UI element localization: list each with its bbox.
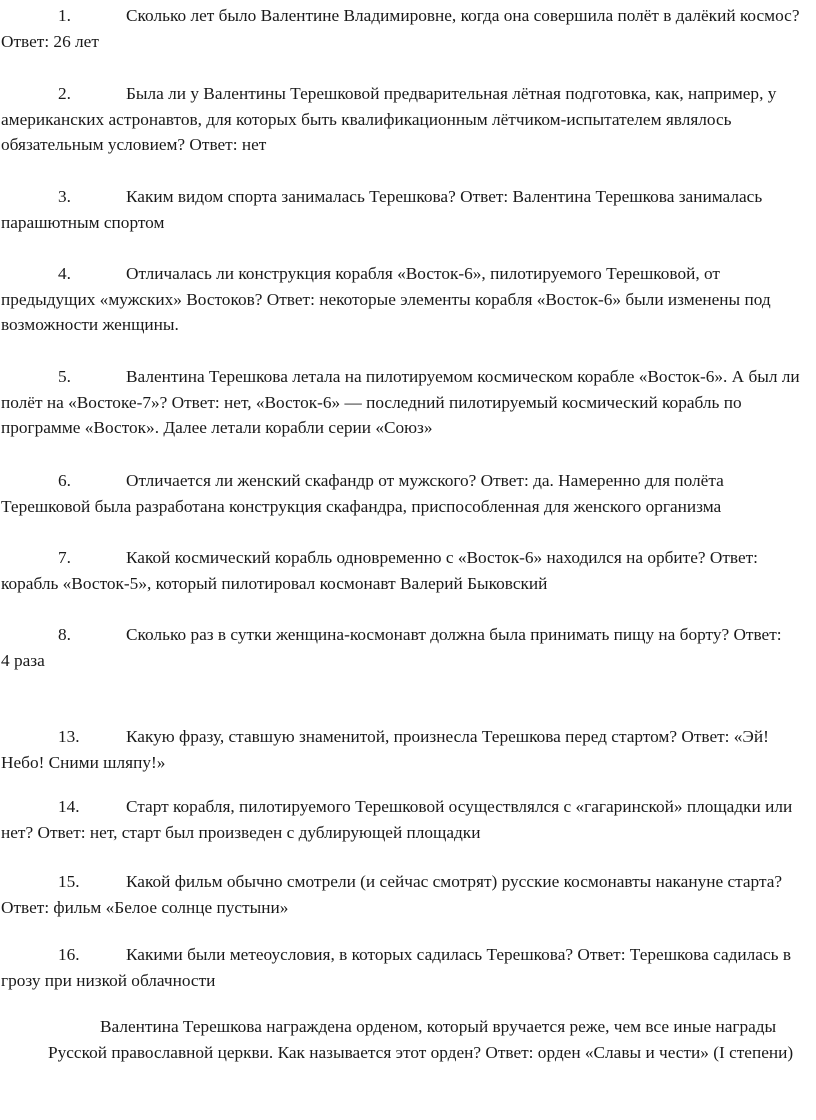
final-question: Валентина Терешкова награждена орденом, который вручается реже, чем все иные награды Русской православной церкви. Как называется этот орден? Ответ: орден «Славы и чести» (I степени) xyxy=(48,1017,794,1062)
question-text: Какими были метеоусловия, в которых садилась Терешкова? Ответ: Терешкова садилась в грозу при низкой облачности xyxy=(1,945,791,990)
question-14 xyxy=(1,794,811,845)
question-number: 16. xyxy=(58,945,80,964)
question-16 xyxy=(1,942,811,993)
question-number: 1. xyxy=(58,6,71,25)
question-text: Была ли у Валентины Терешковой предварительная лётная подготовка, как, например, у американских астронавтов, для которых быть квалификационным лётчиком-испытателем являлось обязательным условием? Ответ: нет xyxy=(1,84,777,154)
question-number: 14. xyxy=(58,797,80,816)
question-text: Каким видом спорта занималась Терешкова? Ответ: Валентина Терешкова занималась парашютным спортом xyxy=(1,187,763,232)
question-2 xyxy=(1,81,811,158)
question-1 xyxy=(1,3,811,54)
question-8 xyxy=(1,622,811,673)
question-number: 6. xyxy=(58,471,71,490)
question-number: 8. xyxy=(58,625,71,644)
question-15 xyxy=(1,869,811,920)
question-number: 13. xyxy=(58,727,80,746)
question-text: Сколько раз в сутки женщина-космонавт должна была принимать пищу на борту? Ответ: xyxy=(126,625,782,644)
question-text: Какой космический корабль одновременно с «Восток-6» находился на орбите? Ответ: корабль «Восток-5», который пилотировал космонавт Валерий Быковский xyxy=(1,548,758,593)
question-text: Отличается ли женский скафандр от мужского? Ответ: да. Намеренно для полёта Терешковой была разработана конструкция скафандра, приспособленная для женского организма xyxy=(1,471,724,516)
question-number: 2. xyxy=(58,84,71,103)
question-number: 5. xyxy=(58,367,71,386)
question-text: Старт корабля, пилотируемого Терешковой осуществлялся с «гагаринской» площадки или нет? Ответ: нет, старт был произведен с дублирующей площадки xyxy=(1,797,793,842)
question-text: Валентина Терешкова летала на пилотируемом космическом корабле «Восток-6». А был ли полёт на «Востоке-7»? Ответ: нет, «Восток-6» — последний пилотируемый космический корабль по программе «Восток». Далее летали корабли серии «Союз» xyxy=(1,367,800,437)
question-text: Какую фразу, ставшую знаменитой, произнесла Терешкова перед стартом? Ответ: «Эй! Небо! Сними шляпу!» xyxy=(1,727,769,772)
question-answer-extra: 4 раза xyxy=(1,650,45,670)
question-13 xyxy=(1,724,811,775)
question-number: 7. xyxy=(58,548,71,567)
question-number: 4. xyxy=(58,264,71,283)
question-4 xyxy=(1,261,811,338)
question-number: 3. xyxy=(58,187,71,206)
question-text: Сколько лет было Валентине Владимировне, когда она совершила полёт в далёкий космос? Ответ: 26 лет xyxy=(1,6,800,51)
question-6 xyxy=(1,468,811,519)
question-number: 15. xyxy=(58,872,80,891)
question-5 xyxy=(1,364,811,441)
question-3 xyxy=(1,184,811,235)
question-7 xyxy=(1,545,811,596)
question-text: Какой фильм обычно смотрели (и сейчас смотрят) русские космонавты накануне старта? Ответ: фильм «Белое солнце пустыни» xyxy=(1,872,783,917)
question-text: Отличалась ли конструкция корабля «Восток-6», пилотируемого Терешковой, от предыдущих «мужских» Востоков? Ответ: некоторые элементы корабля «Восток-6» были изменены под возможности женщины. xyxy=(1,264,771,334)
